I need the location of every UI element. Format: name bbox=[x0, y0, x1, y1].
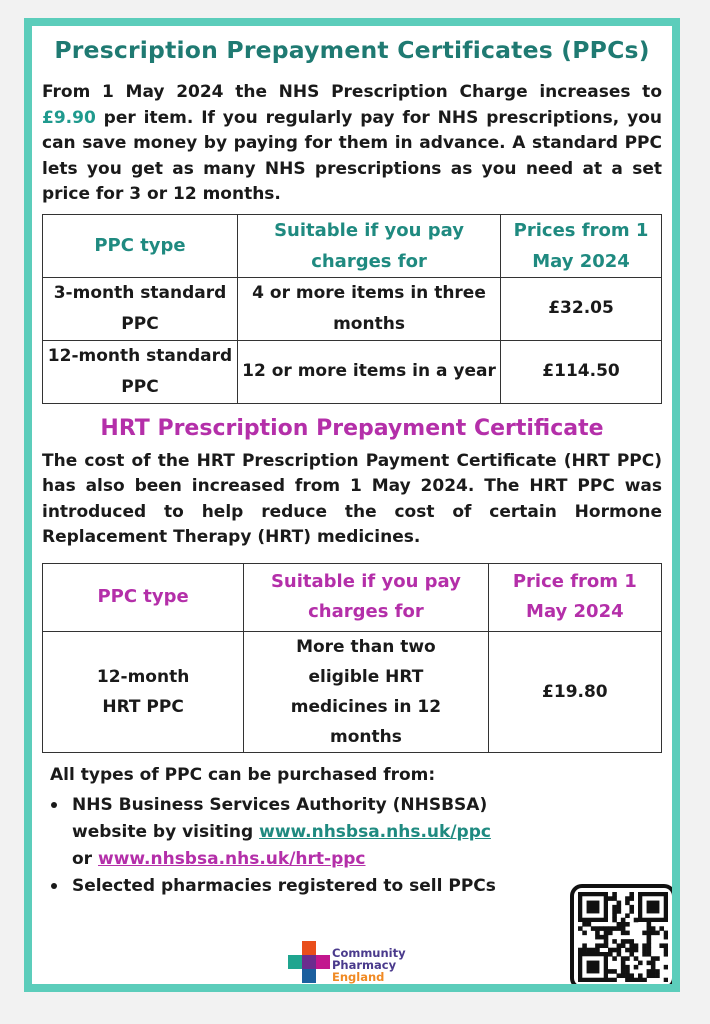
table-header: Prices from 1 May 2024 bbox=[501, 214, 662, 277]
price-cell: £19.80 bbox=[488, 631, 661, 752]
table-header: PPC type bbox=[43, 563, 244, 631]
logo-line: Community bbox=[332, 946, 406, 960]
list-item bbox=[42, 873, 512, 900]
table-header-row bbox=[43, 563, 662, 631]
table-header-row bbox=[43, 214, 662, 277]
ppc-intro-pre: From 1 May 2024 the NHS Prescription Charge increases to bbox=[42, 82, 662, 102]
table-header: Suitable if you pay charges for bbox=[244, 563, 489, 631]
price-cell: £114.50 bbox=[501, 340, 662, 403]
ppc-link[interactable]: www.nhsbsa.nhs.uk/ppc bbox=[259, 821, 491, 842]
purchase-or: or bbox=[72, 848, 93, 869]
purchase-title: All types of PPC can be purchased from: bbox=[50, 764, 436, 785]
suitable-cell: 12 or more items in a year bbox=[237, 340, 500, 403]
ppc-type-cell: 12-month standard PPC bbox=[43, 340, 238, 403]
table-row bbox=[43, 277, 662, 340]
table-header: Price from 1 May 2024 bbox=[488, 563, 661, 631]
table-header: Suitable if you pay charges for bbox=[237, 214, 500, 277]
ppc-intro-post: per item. If you regularly pay for NHS prescriptions, you can save money by paying for them in advance. A standard PPC lets you get as many NHS prescriptions as you need at a set price for 3 or 12 months. bbox=[42, 107, 662, 204]
suitable-cell: 4 or more items in three months bbox=[237, 277, 500, 340]
ppc-price-table bbox=[42, 214, 662, 404]
poster bbox=[24, 18, 680, 992]
table-row bbox=[43, 631, 662, 752]
qr-code[interactable] bbox=[570, 884, 676, 990]
purchase-item-nhsbsa: NHS Business Services Authority (NHSBSA) website by visiting bbox=[72, 794, 488, 842]
table-row bbox=[43, 340, 662, 403]
pharmacy-cross-icon bbox=[288, 941, 330, 983]
ppc-title: Prescription Prepayment Certificates (PPCs) bbox=[54, 36, 650, 64]
hrt-ppc-link[interactable]: www.nhsbsa.nhs.uk/hrt-ppc bbox=[98, 848, 366, 869]
price-cell: £32.05 bbox=[501, 277, 662, 340]
list-item bbox=[42, 792, 512, 873]
ppc-intro bbox=[42, 80, 662, 208]
suitable-cell: More than two eligible HRT medicines in 12 months bbox=[244, 631, 489, 752]
purchase-list bbox=[42, 792, 662, 900]
logo-line: Pharmacy bbox=[332, 958, 397, 972]
table-header: PPC type bbox=[43, 214, 238, 277]
ppc-type-cell: 12-month HRT PPC bbox=[43, 631, 244, 752]
hrt-price-table bbox=[42, 563, 662, 753]
community-pharmacy-england-logo bbox=[288, 941, 438, 991]
poster-content bbox=[42, 36, 662, 900]
logo-line: England bbox=[332, 970, 385, 984]
purchase-item-pharmacies: Selected pharmacies registered to sell PPCs bbox=[72, 875, 496, 896]
hrt-intro: The cost of the HRT Prescription Payment Certificate (HRT PPC) has also been increased from 1 May 2024. The HRT PPC was introduced to help reduce the cost of certain Hormone Replacement Therapy (HRT) medicines. bbox=[42, 450, 662, 547]
logo-text bbox=[332, 947, 406, 983]
qr-code-icon bbox=[578, 892, 668, 982]
hrt-title: HRT Prescription Prepayment Certificate bbox=[100, 415, 604, 441]
ppc-type-cell: 3-month standard PPC bbox=[43, 277, 238, 340]
prescription-charge-price: £9.90 bbox=[42, 107, 96, 128]
purchase-section bbox=[42, 763, 662, 900]
